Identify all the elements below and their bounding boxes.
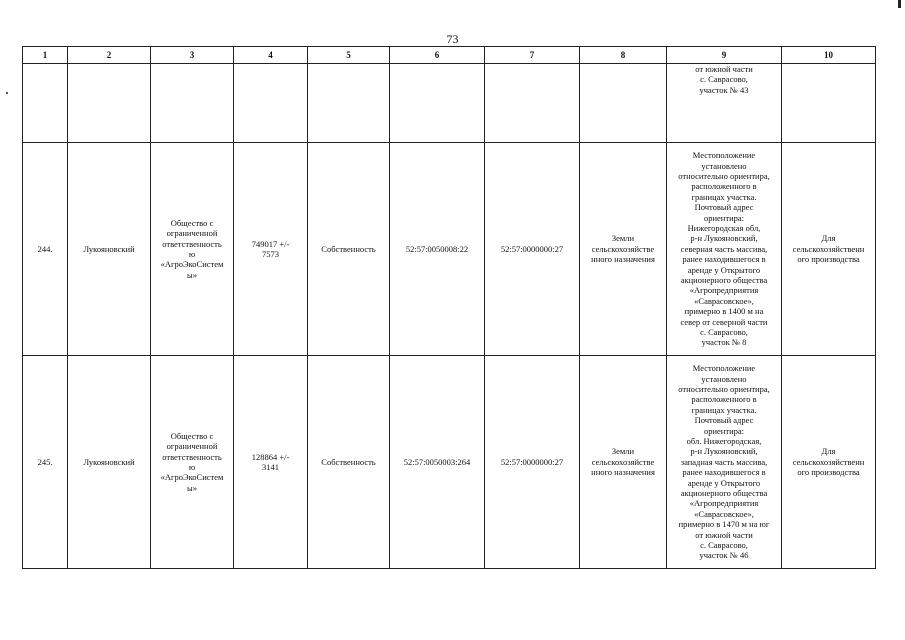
right-type-cell: Собственность — [308, 356, 390, 569]
right-type-cell: Собственность — [308, 143, 390, 356]
page-number: 73 — [446, 32, 459, 46]
cadastral-number-cell — [390, 64, 485, 143]
scan-corner-mark — [898, 0, 901, 8]
owner-cell: Общество с ограниченной ответственность ю «АгроЭкоСистем ы» — [151, 356, 234, 569]
parent-cadastral-number-cell: 52:57:0000000:27 — [485, 356, 580, 569]
permitted-use-cell: Для сельскохозяйственн ого производства — [782, 356, 876, 569]
column-header: 10 — [782, 47, 876, 64]
permitted-use-cell: Для сельскохозяйственн ого производства — [782, 143, 876, 356]
location-cell: Местоположение установлено относительно ориентира, расположенного в границах участка. Почтовый адрес ориентира: Нижегородская обл, р-н Лукояновский, северная часть массива, ранее находившегося в аренде у Открытого акционерного общества «Агропредприятия «Савраcовское», примерно в 1400 м на север от северной части с. Савраcово, участок № 8 — [667, 143, 782, 356]
location-cell: Местоположение установлено относительно ориентира, расположенного в границах участка. Почтовый адрес ориентира: обл. Нижегородская, р-н Лукояновский, западная часть массива, ранее находившегося в аренде у Открытого акционерного общества «Агропредприятия «Савраcовское», примерно в 1470 м на юг от южной части с. Савраcово, участок № 46 — [667, 356, 782, 569]
right-type-cell — [308, 64, 390, 143]
column-header: 1 — [23, 47, 68, 64]
scan-speck — [6, 92, 8, 94]
area-cell: 128864 +/- 3141 — [234, 356, 308, 569]
land-plot-table — [22, 46, 876, 569]
land-category-cell — [580, 64, 667, 143]
column-header: 7 — [485, 47, 580, 64]
owner-cell: Общество с ограниченной ответственность ю «АгроЭкоСистем ы» — [151, 143, 234, 356]
table-row — [23, 143, 876, 356]
area-cell — [234, 64, 308, 143]
column-header: 2 — [68, 47, 151, 64]
row-number — [23, 64, 68, 143]
parent-cadastral-number-cell: 52:57:0000000:27 — [485, 143, 580, 356]
cadastral-number-cell: 52:57:0050008:22 — [390, 143, 485, 356]
area-cell: 749017 +/- 7573 — [234, 143, 308, 356]
column-header: 9 — [667, 47, 782, 64]
row-number: 245. — [23, 356, 68, 569]
cadastral-number-cell: 52:57:0050003:264 — [390, 356, 485, 569]
land-category-cell: Земли сельскохозяйстве нного назначения — [580, 356, 667, 569]
land-category-cell: Земли сельскохозяйстве нного назначения — [580, 143, 667, 356]
column-header: 4 — [234, 47, 308, 64]
district-cell — [68, 64, 151, 143]
column-header: 3 — [151, 47, 234, 64]
table-header-row — [23, 47, 876, 64]
district-cell: Лукояновский — [68, 143, 151, 356]
column-header: 5 — [308, 47, 390, 64]
row-number: 244. — [23, 143, 68, 356]
district-cell: Лукояновский — [68, 356, 151, 569]
owner-cell — [151, 64, 234, 143]
parent-cadastral-number-cell — [485, 64, 580, 143]
table-row — [23, 356, 876, 569]
column-header: 8 — [580, 47, 667, 64]
column-header: 6 — [390, 47, 485, 64]
table-row-continued — [23, 64, 876, 143]
permitted-use-cell — [782, 64, 876, 143]
location-cell: от южной части с. Савраcово, участок № 43 — [667, 64, 782, 143]
